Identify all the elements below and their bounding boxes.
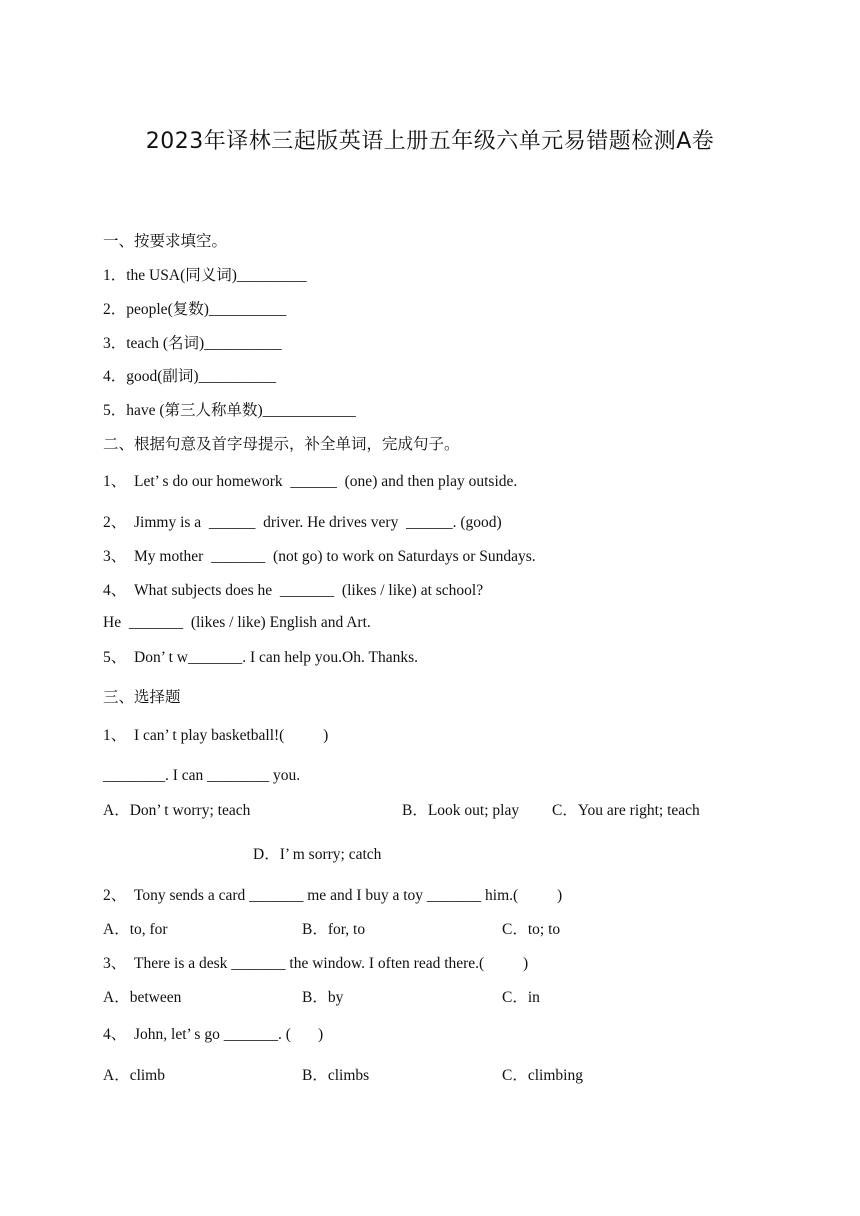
s1-item-5-blank: ____________ — [262, 402, 356, 419]
s3-q1-option-a: A．Don’ t worry; teach — [103, 802, 251, 819]
s2-question-2: 2、 Jimmy is a ______ driver. He drives very ______. (good) — [103, 514, 502, 531]
s2-question-4b: He _______ (likes / like) English and Art. — [103, 614, 371, 631]
s2-question-5: 5、 Don’ t w_______. I can help you.Oh. Thanks. — [103, 649, 418, 666]
section1-heading: 一、按要求填空。 — [103, 233, 228, 250]
s3-q2-option-a: A．to, for — [103, 921, 168, 938]
s3-q1-option-c: C．You are right; teach — [552, 802, 700, 819]
s1-item-4-text: 4．good(副词) — [103, 368, 199, 385]
section2-heading: 二、根据句意及首字母提示，补全单词，完成句子。 — [103, 436, 460, 453]
s1-item-2-text: 2．people(复数) — [103, 301, 209, 318]
s3-q1-stem: 1、 I can’ t play basketball!( ) — [103, 727, 329, 744]
s3-q4-option-c: C．climbing — [502, 1067, 583, 1084]
s1-item-1-blank: _________ — [236, 267, 307, 284]
s1-item-3-blank: __________ — [204, 335, 282, 352]
page-title: 2023年译林三起版英语上册五年级六单元易错题检测A卷 — [145, 129, 715, 154]
s2-question-4a: 4、 What subjects does he _______ (likes / like) at school? — [103, 582, 484, 599]
s1-item-1 — [103, 266, 307, 286]
s1-item-2 — [103, 300, 286, 320]
s3-q3-option-a: A．between — [103, 989, 182, 1006]
s3-q2-option-c: C．to; to — [502, 921, 561, 938]
s3-q3-option-b: B．by — [302, 989, 344, 1006]
s3-q1-option-b: B．Look out; play — [402, 802, 520, 819]
s1-item-3-text: 3．teach (名词) — [103, 335, 205, 352]
s1-item-2-blank: __________ — [208, 301, 287, 318]
s2-question-1: 1、 Let’ s do our homework ______ (one) and then play outside. — [103, 473, 518, 490]
s3-q1-option-d: D．I’ m sorry; catch — [253, 846, 382, 863]
s1-item-5 — [103, 401, 356, 421]
s3-q4-stem: 4、 John, let’ s go _______. ( ) — [103, 1026, 324, 1043]
s3-q1-line2: ________. I can ________ you. — [103, 767, 301, 784]
s3-q4-option-a: A．climb — [103, 1067, 165, 1084]
s3-q3-stem: 3、 There is a desk _______ the window. I often read there.( ) — [103, 955, 529, 972]
s1-item-1-text: 1．the USA(同义词) — [103, 267, 237, 284]
s1-item-4-blank: __________ — [198, 368, 277, 385]
s3-q3-option-c: C．in — [502, 989, 540, 1006]
s1-item-5-text: 5．have (第三人称单数) — [103, 402, 263, 419]
s3-q4-option-b: B．climbs — [302, 1067, 370, 1084]
s3-q2-option-b: B．for, to — [302, 921, 366, 938]
section3-heading: 三、选择题 — [103, 689, 181, 706]
s3-q2-stem: 2、 Tony sends a card _______ me and I buy a toy _______ him.( ) — [103, 887, 563, 904]
s1-item-4 — [103, 367, 276, 387]
s1-item-3 — [103, 334, 282, 354]
s2-question-3: 3、 My mother _______ (not go) to work on Saturdays or Sundays. — [103, 548, 536, 565]
